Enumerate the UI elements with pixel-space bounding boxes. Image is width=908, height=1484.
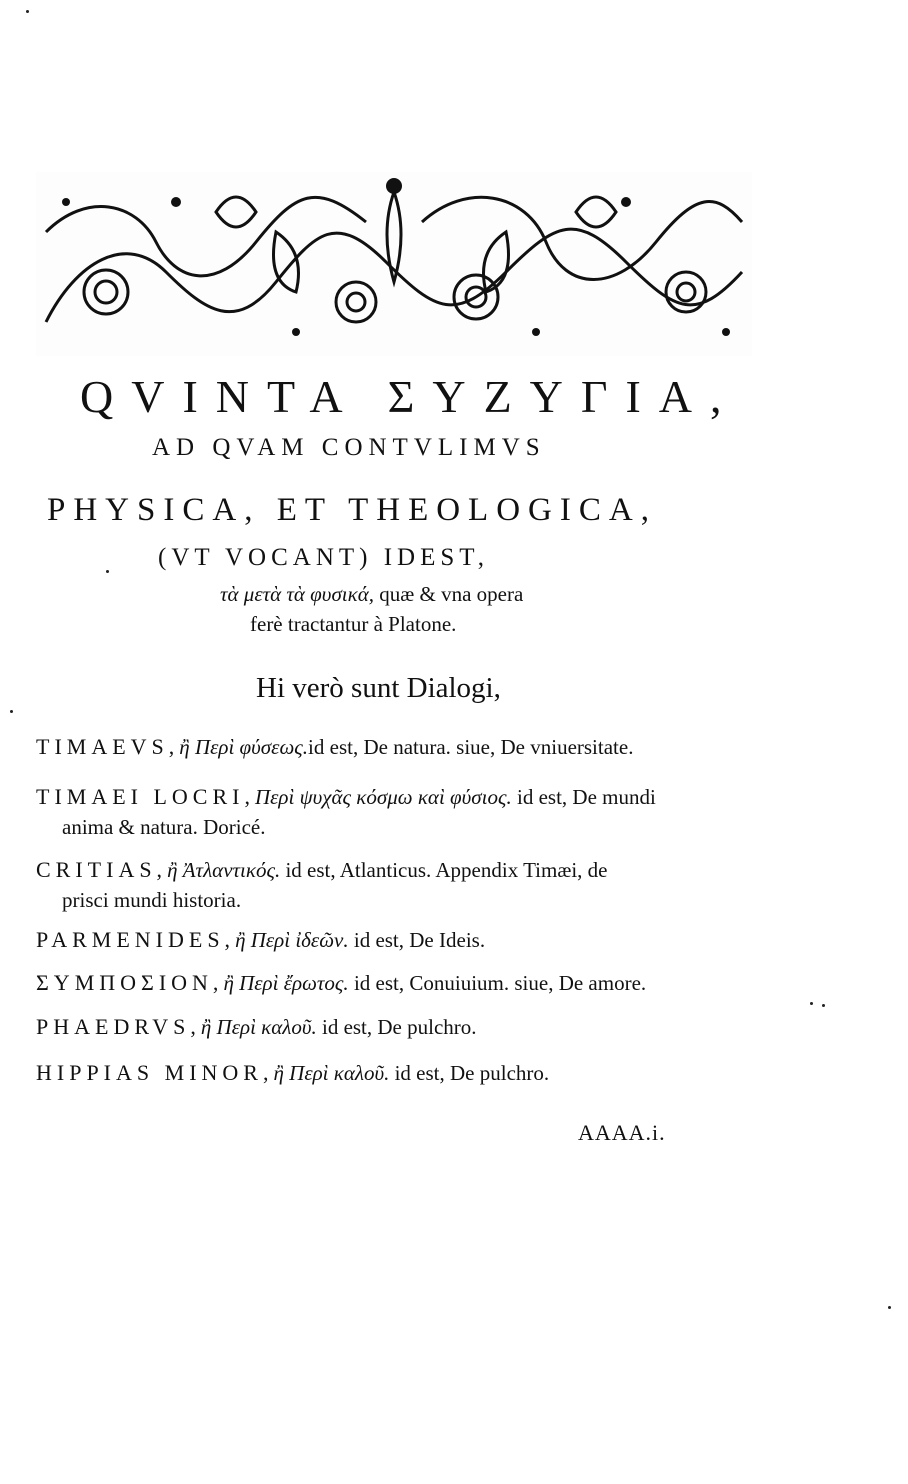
- ink-speck: [810, 1002, 813, 1005]
- ink-speck: [106, 570, 109, 573]
- dialogi-heading: Hi verò sunt Dialogi,: [256, 672, 501, 704]
- dialogue-latin: id est, De pulchro.: [389, 1061, 550, 1085]
- ink-speck: [26, 10, 29, 13]
- dialogue-continuation: prisci mundi historia.: [62, 888, 242, 912]
- subtitle-platone: ferè tractantur à Platone.: [250, 612, 457, 636]
- dialogue-entry: [36, 855, 736, 915]
- floral-headpiece-ornament: [36, 172, 752, 356]
- dialogue-latin: id est, Conuiuium. siue, De amore.: [348, 971, 647, 995]
- dialogue-entry: [36, 968, 736, 998]
- dialogue-name: CRITIAS,: [36, 857, 168, 882]
- dialogue-entry: [36, 732, 736, 762]
- dialogue-name: HIPPIAS MINOR,: [36, 1060, 274, 1085]
- latin-phrase: quæ & vna opera: [373, 582, 524, 606]
- subtitle-line: AD QVAM CONTVLIMVS: [152, 434, 546, 461]
- dialogue-latin: id est, Atlanticus. Appendix Timæi, de: [280, 858, 608, 882]
- subtitle-physica: PHYSICA, ET THEOLOGICA,: [47, 492, 657, 528]
- signature-mark: AAAA.i.: [578, 1120, 666, 1145]
- dialogue-latin: id est, De pulchro.: [316, 1015, 477, 1039]
- main-title: QVINTA ΣΥΖΥΓΙΑ,: [80, 371, 740, 422]
- dialogue-greek: ἢ Περὶ ἰδεῶν.: [235, 928, 349, 952]
- dialogue-name: ΣΥΜΠΟΣΙΟΝ,: [36, 970, 224, 995]
- dialogue-latin: id est, De mundi: [511, 785, 656, 809]
- dialogue-name: TIMAEI LOCRI,: [36, 784, 255, 809]
- dialogue-entry: [36, 782, 736, 842]
- dialogue-greek: ἢ Περὶ φύσεως.: [179, 735, 309, 759]
- ink-speck: [10, 710, 13, 713]
- ink-speck: [822, 1004, 825, 1007]
- subtitle-greek-line: [220, 582, 540, 607]
- ink-speck: [888, 1306, 891, 1309]
- dialogue-latin: id est, De Ideis.: [348, 928, 486, 952]
- dialogue-greek: ἢ Περὶ καλοῦ.: [273, 1061, 390, 1085]
- dialogue-latin: id est, De natura. siue, De vniuersitate.: [308, 735, 634, 759]
- dialogue-greek: ἢ Ἀτλαντικός.: [167, 858, 281, 882]
- dialogue-greek: ἢ Περὶ καλοῦ.: [200, 1015, 317, 1039]
- dialogue-name: PARMENIDES,: [36, 927, 236, 952]
- dialogue-entry: [36, 1012, 736, 1042]
- subtitle-vt-vocant: (VT VOCANT) IDEST,: [158, 544, 489, 571]
- dialogue-name: TIMAEVS,: [36, 734, 180, 759]
- dialogue-greek: ἢ Περὶ ἔρωτος.: [223, 971, 349, 995]
- dialogue-continuation: anima & natura. Doricé.: [62, 815, 266, 839]
- dialogue-name: PHAEDRVS,: [36, 1014, 201, 1039]
- dialogue-entry: [36, 925, 736, 955]
- greek-phrase: τὰ μετὰ τὰ φυσικά,: [220, 582, 374, 606]
- dialogue-entry: [36, 1058, 736, 1088]
- dialogue-greek: Περὶ ψυχᾶς κόσμω καὶ φύσιος.: [254, 785, 512, 809]
